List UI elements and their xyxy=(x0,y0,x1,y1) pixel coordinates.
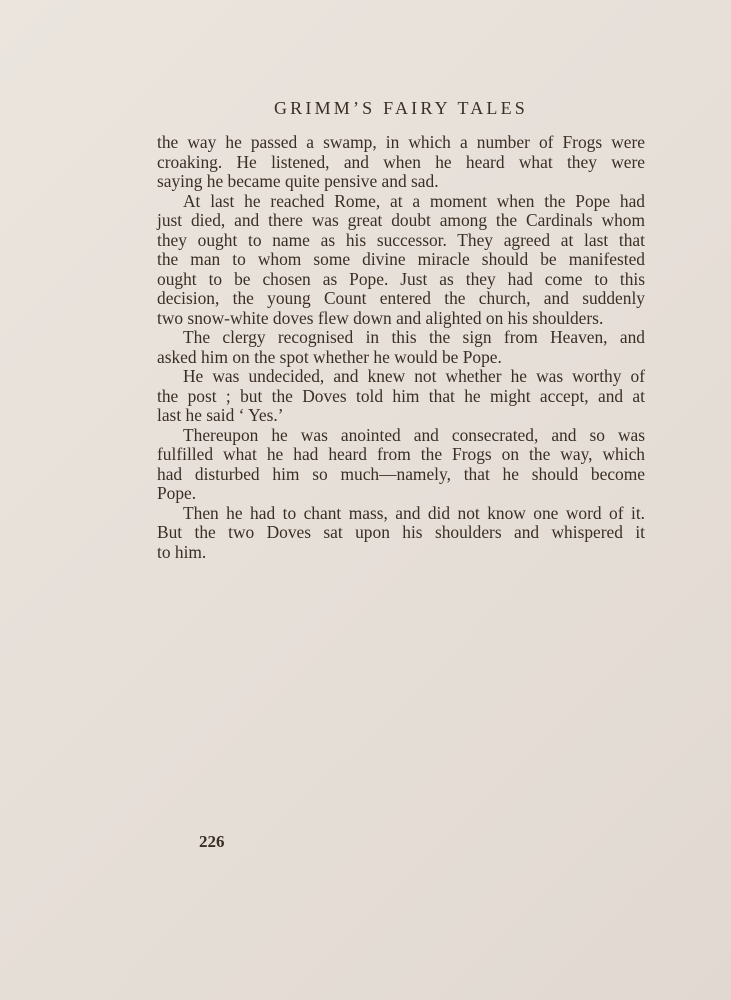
text-line: saying he became quite pensive and sad. xyxy=(157,171,439,191)
text-line: But the two Doves sat upon his shoulders and whispered it xyxy=(157,522,645,542)
text-line: the post ; but the Doves told him that he might accept, and at xyxy=(157,385,645,406)
page-number: 226 xyxy=(199,832,225,851)
text-line: the way he passed a swamp, in which a number of Frogs were xyxy=(157,132,645,152)
text-line: The clergy recognised in this the sign from Heaven, and xyxy=(183,327,645,347)
text-line: the man to whom some divine miracle should be manifested xyxy=(157,249,645,269)
running-header: GRIMM’S FAIRY TALES xyxy=(273,98,529,118)
text-line: last he said ‘ Yes.’ xyxy=(157,405,284,425)
body-text xyxy=(157,133,645,562)
text-line: decision, the young Count entered the church, and suddenly xyxy=(157,288,645,308)
text-line: He was undecided, and knew not whether he was worthy of xyxy=(183,366,645,386)
text-line: just died, and there was great doubt among the Cardinals whom xyxy=(157,210,645,230)
text-line: they ought to name as his successor. They agreed at last that xyxy=(157,229,645,250)
text-line: At last he reached Rome, at a moment when the Pope had xyxy=(183,190,645,211)
text-line: to him. xyxy=(157,541,207,562)
text-line: had disturbed him so much—namely, that he should become xyxy=(157,463,645,484)
text-line: asked him on the spot whether he would be Pope. xyxy=(157,346,502,367)
text-line: fulfilled what he had heard from the Frogs on the way, which xyxy=(157,444,645,464)
text-line: Then he had to chant mass, and did not know one word of it. xyxy=(183,502,645,523)
text-line: two snow-white doves flew down and alighted on his shoulders. xyxy=(157,307,604,328)
text-line: Thereupon he was anointed and consecrated, and so was xyxy=(183,424,645,445)
text-line: croaking. He listened, and when he heard what they were xyxy=(157,151,645,172)
text-line: Pope. xyxy=(157,483,197,503)
text-line: ought to be chosen as Pope. Just as they had come to this xyxy=(157,268,645,289)
